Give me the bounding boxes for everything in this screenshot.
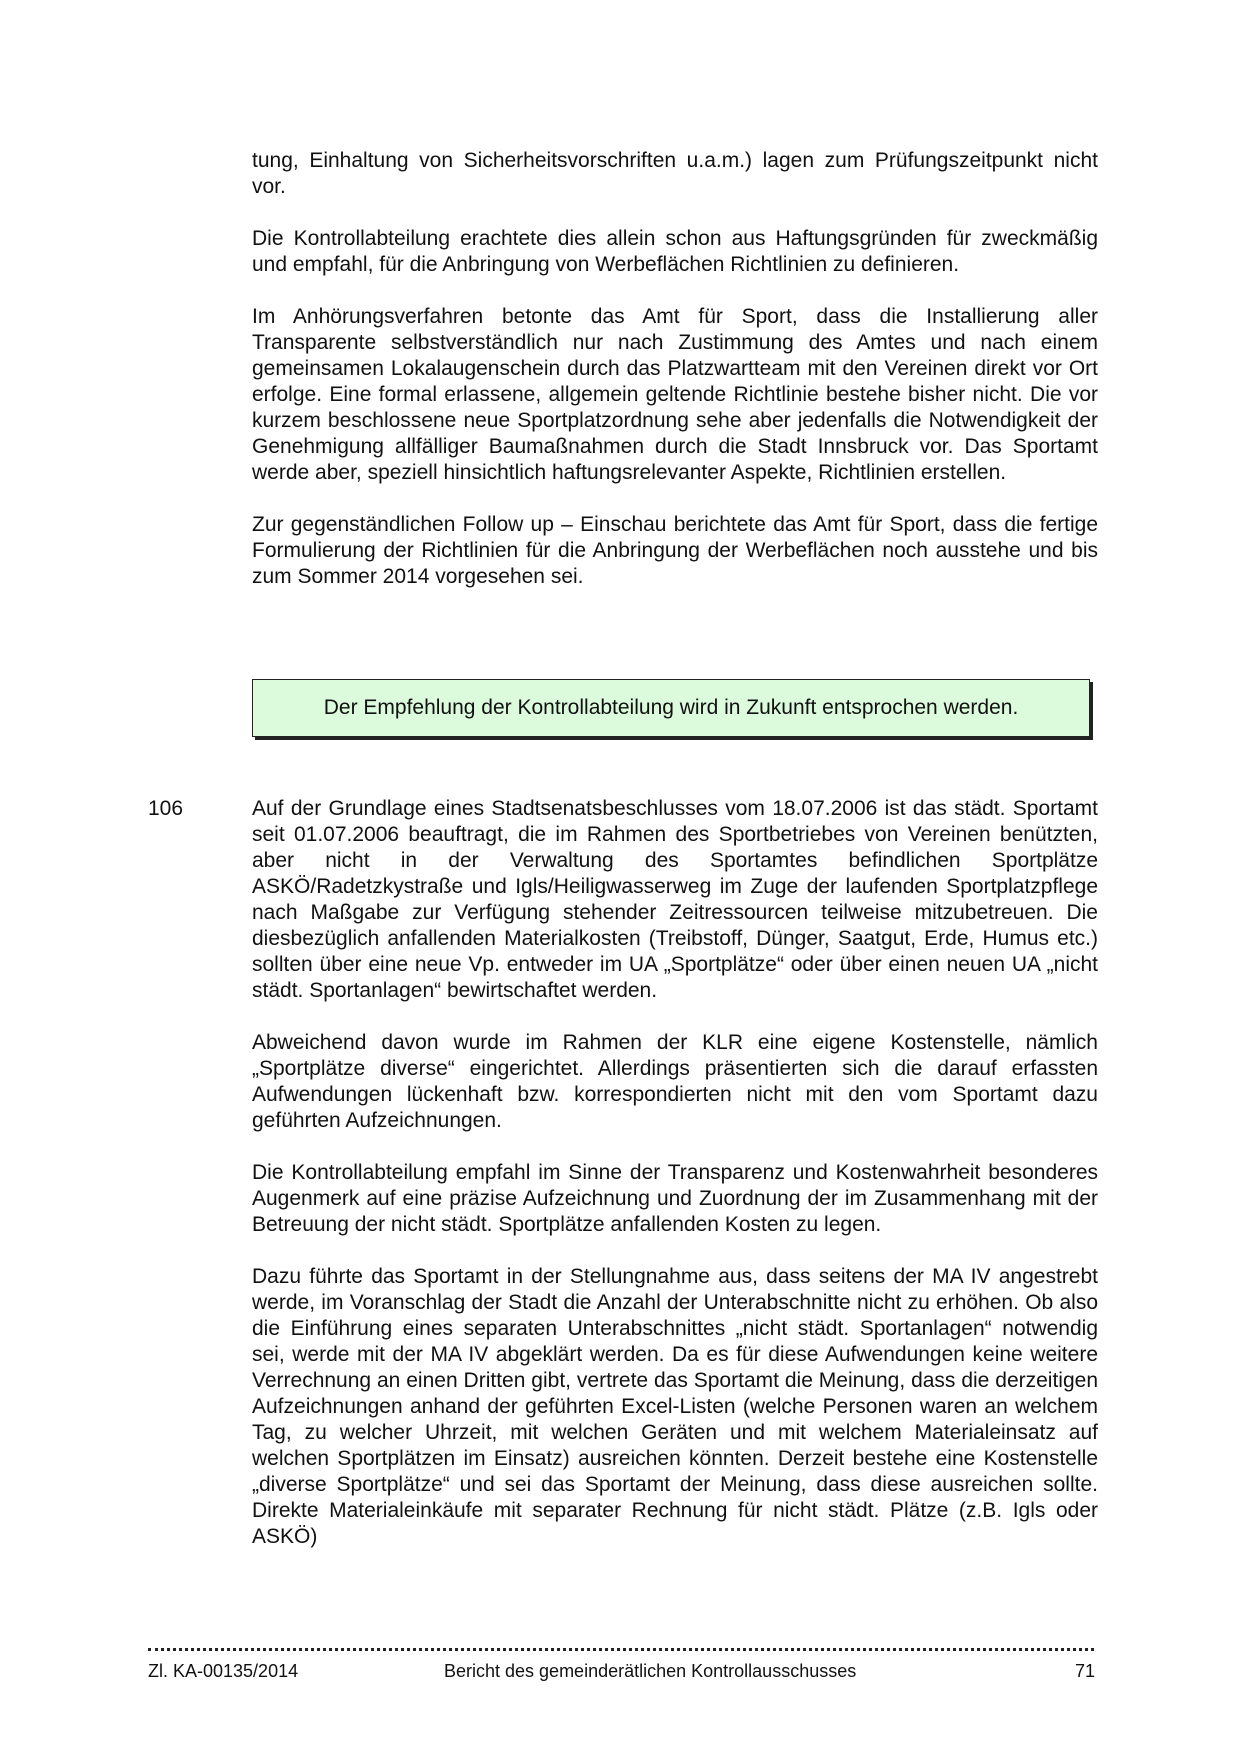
- paragraph: Zur gegenständlichen Follow up – Einschau berichtete das Amt für Sport, dass die fertige Formulierung der Richtlinien für die Anbringung der Werbeflächen noch ausstehe und bis zum Sommer 2014 vorgesehen sei.: [252, 513, 1098, 588]
- paragraph: Auf der Grundlage eines Stadtsenatsbeschlusses vom 18.07.2006 ist das städt. Sportamt seit 01.07.2006 beauftragt, die im Rahmen des Sportbetriebes von Vereinen benützten, aber nicht in der Verwaltung des Sportamtes befindlichen Sportplätze ASKÖ/Radetzkystraße und Igls/Heiligwasserweg im Zuge der laufenden Sportplatzpflege nach Maßgabe zur Verfügung stehender Zeitressourcen teilweise mitzubetreuen. Die diesbezüglich anfallenden Materialkosten (Treibstoff, Dünger, Saatgut, Erde, Humus etc.) sollten über eine neue Vp. entweder im UA „Sportplätze“ oder über einen neuen UA „nicht städt. Sportanlagen“ bewirtschaftet werden.: [252, 797, 1098, 1002]
- paragraph: Die Kontrollabteilung erachtete dies allein schon aus Haftungsgründen für zweckmäßig und empfahl, für die Anbringung von Werbeflächen Richtlinien zu definieren.: [252, 227, 1098, 276]
- top-text-block: [252, 148, 1098, 590]
- paragraph: Abweichend davon wurde im Rahmen der KLR eine eigene Kostenstelle, nämlich „Sportplätze diverse“ eingerichtet. Allerdings präsentierten sich die darauf erfassten Aufwendungen lückenhaft bzw. korrespondierten nicht mit den vom Sportamt dazu geführten Aufzeichnungen.: [252, 1031, 1098, 1132]
- page-number: 71: [1074, 1661, 1095, 1681]
- paragraph: Die Kontrollabteilung empfahl im Sinne der Transparenz und Kostenwahrheit besonderes Augenmerk auf eine präzise Aufzeichnung und Zuordnung der im Zusammenhang mit der Betreuung der nicht städt. Sportplätze anfallenden Kosten zu legen.: [252, 1161, 1098, 1236]
- paragraph: Dazu führte das Sportamt in der Stellungnahme aus, dass seitens der MA IV angestrebt werde, im Voranschlag der Stadt die Anzahl der Unterabschnitte nicht zu erhöhen. Ob also die Einführung eines separaten Unterabschnittes „nicht städt. Sportanlagen“ notwendig sei, werde mit der MA IV abgeklärt werden. Da es für diese Aufwendungen keine weitere Verrechnung an einen Dritten gibt, vertrete das Sportamt die Meinung, dass die derzeitigen Aufzeichnungen anhand der geführten Excel-Listen (welche Personen waren an welchem Tag, zu welcher Uhrzeit, mit welchen Geräten und mit welchem Materialeinsatz auf welchen Sportplätzen im Einsatz) ausreichen könnten. Derzeit bestehe eine Kostenstelle „diverse Sportplätze“ und sei das Sportamt der Meinung, dass diese ausreichen sollte. Direkte Materialeinkäufe mit separater Rechnung für nicht städt. Plätze (z.B. Igls oder ASKÖ): [252, 1265, 1098, 1548]
- paragraph-number: 106: [148, 797, 184, 820]
- paragraph: tung, Einhaltung von Sicherheitsvorschriften u.a.m.) lagen zum Prüfungszeitpunkt nicht vor.: [252, 149, 1098, 198]
- recommendation-box: [252, 679, 1090, 737]
- footer-reference: Zl. KA-00135/2014: [148, 1661, 299, 1681]
- recommendation-text: Der Empfehlung der Kontrollabteilung wird in Zukunft entsprochen werden.: [323, 696, 1019, 719]
- footer-title: Bericht des gemeinderätlichen Kontrollausschusses: [444, 1661, 857, 1681]
- paragraph: Im Anhörungsverfahren betonte das Amt für Sport, dass die Installierung aller Transparente selbstverständlich nur nach Zustimmung des Amtes und nach einem gemeinsamen Lokalaugenschein durch das Platzwartteam mit den Vereinen direkt vor Ort erfolge. Eine formal erlassene, allgemein geltende Richtlinie bestehe bisher nicht. Die vor kurzem beschlossene neue Sportplatzordnung sehe aber jedenfalls die Notwendigkeit der Genehmigung allfälliger Baumaßnahmen durch die Stadt Innsbruck vor. Das Sportamt werde aber, speziell hinsichtlich haftungsrelevanter Aspekte, Richtlinien erstellen.: [252, 305, 1098, 484]
- section-text-block: [252, 796, 1098, 1550]
- footer-divider: [148, 1648, 1094, 1651]
